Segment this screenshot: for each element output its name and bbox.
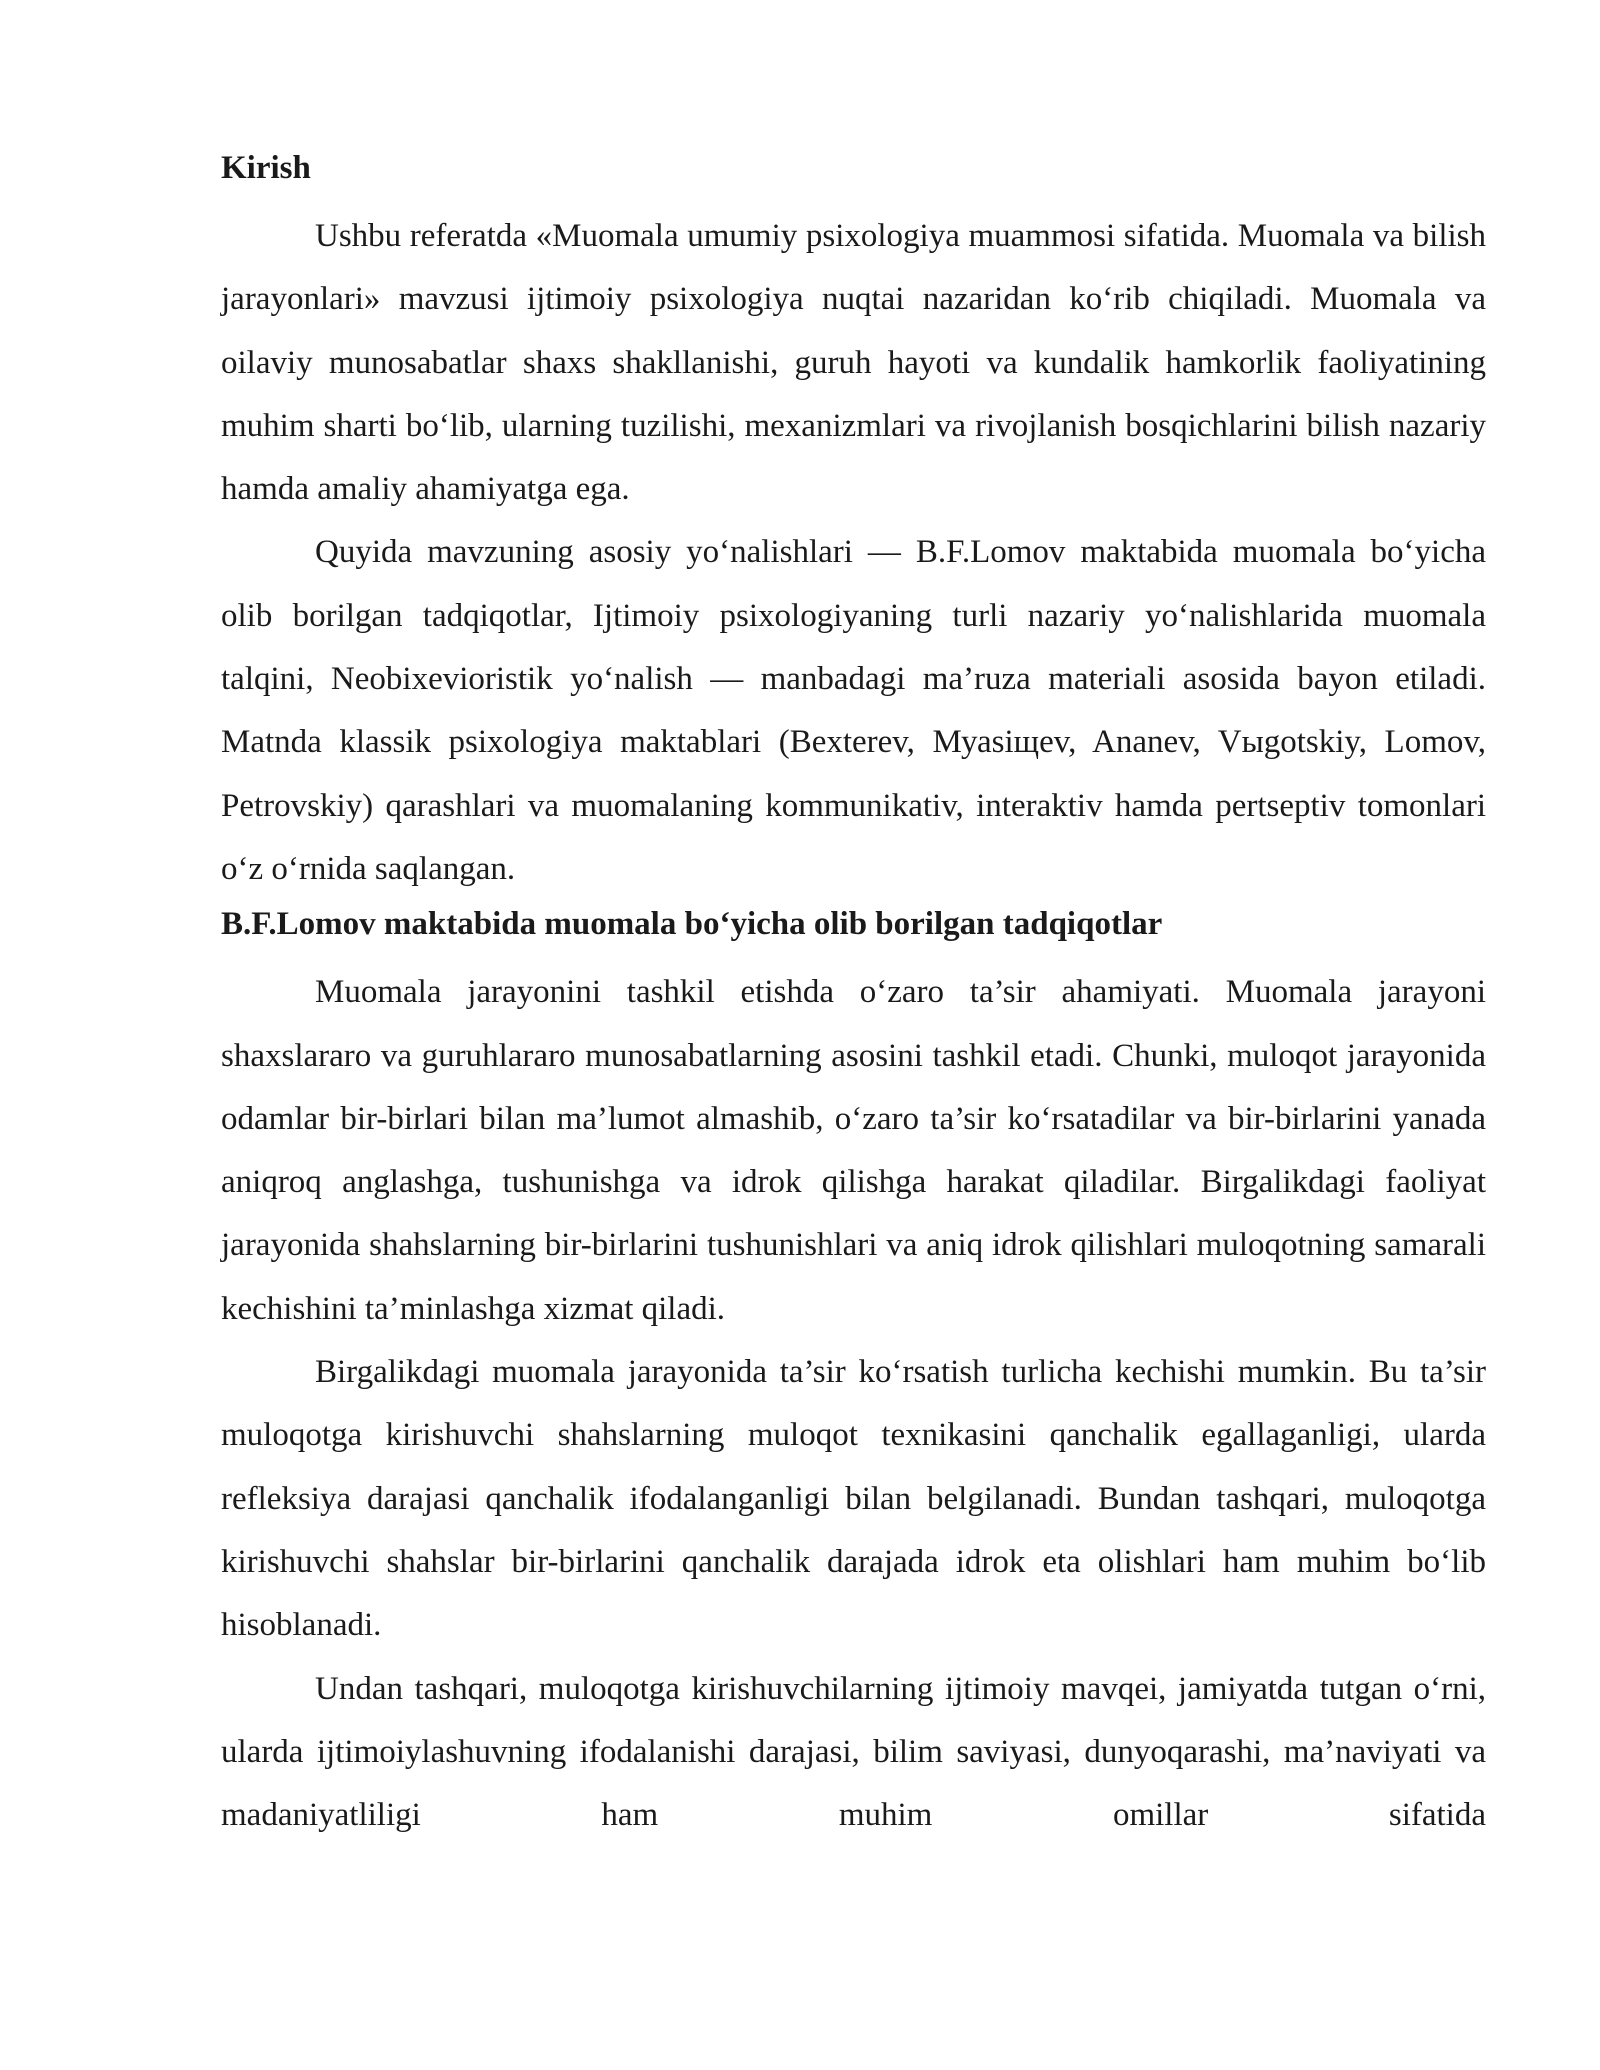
- section-paragraph-2: Birgalikdagi muomala jarayonida ta’sir ko‘rsatish turlicha kechishi mumkin. Bu ta’sir muloqotga kirishuvchi shahslarning muloqot texnikasini qanchalik egallaganligi, ularda refleksiya darajasi qanchalik ifodalanganligi bilan belgilanadi. Bundan tashqari, muloqotga kirishuvchi shahslar bir-birlarini qanchalik darajada idrok eta olishlari ham muhim bo‘lib hisoblanadi.: [221, 1354, 1486, 1644]
- intro-paragraph-2: Quyida mavzuning asosiy yo‘nalishlari — B.F.Lomov maktabida muomala bo‘yicha olib borilgan tadqiqotlar, Ijtimoiy psixologiyaning turli nazariy yo‘nalishlarida muomala talqini, Neobixevioristik yo‘nalish — manbadagi ma’ruza materiali asosida bayon etiladi. Matnda klassik psixologiya maktablari (Bexterev, Муаsiщеv, Ananev, Vыgotskiy, Lomov, Petrovskiy) qarashlari va muomalaning kommunikativ, interaktiv hamda pertseptiv tomonlari o‘z o‘rnida saqlangan.: [221, 534, 1486, 887]
- section-paragraph-3: Undan tashqari, muloqotga kirishuvchilarning ijtimoiy mavqei, jamiyatda tutgan o‘rni, ularda ijtimoiylashuvning ifodalanishi darajasi, bilim saviyasi, dunyoqarashi, ma’naviyati va madaniyatliligi ham muhim omillar sifatida: [221, 1670, 1486, 1834]
- document-body: [221, 145, 1486, 1847]
- section-paragraph-1: Muomala jarayonini tashkil etishda o‘zaro ta’sir ahamiyati. Muomala jarayoni shaxslararo va guruhlararo munosabatlarning asosini tashkil etadi. Chunki, muloqot jarayonida odamlar bir-birlari bilan ma’lumot almashib, o‘zaro ta’sir ko‘rsatadilar va bir-birlarini yanada aniqroq anglashga, tushunishga va idrok qilishga harakat qiladilar. Birgalikdagi faoliyat jarayonida shahslarning bir-birlarini tushunishlari va aniq idrok qilishlari muloqotning samarali kechishini ta’minlashga xizmat qiladi.: [221, 974, 1486, 1327]
- heading-intro: Kirish: [221, 150, 311, 186]
- intro-paragraph-1: Ushbu referatda «Muomala umumiy psixologiya muammosi sifatida. Muomala va bilish jarayonlari» mavzusi ijtimoiy psixologiya nuqtai nazaridan ko‘rib chiqiladi. Muomala va oilaviy munosabatlar shaxs shakllanishi, guruh hayoti va kundalik hamkorlik faoliyatining muhim sharti bo‘lib, ularning tuzilishi, mexanizmlari va rivojlanish bosqichlarini bilish nazariy hamda amaliy ahamiyatga ega.: [221, 218, 1486, 508]
- heading-section: B.F.Lomov maktabida muomala bo‘yicha olib borilgan tadqiqotlar: [221, 906, 1163, 943]
